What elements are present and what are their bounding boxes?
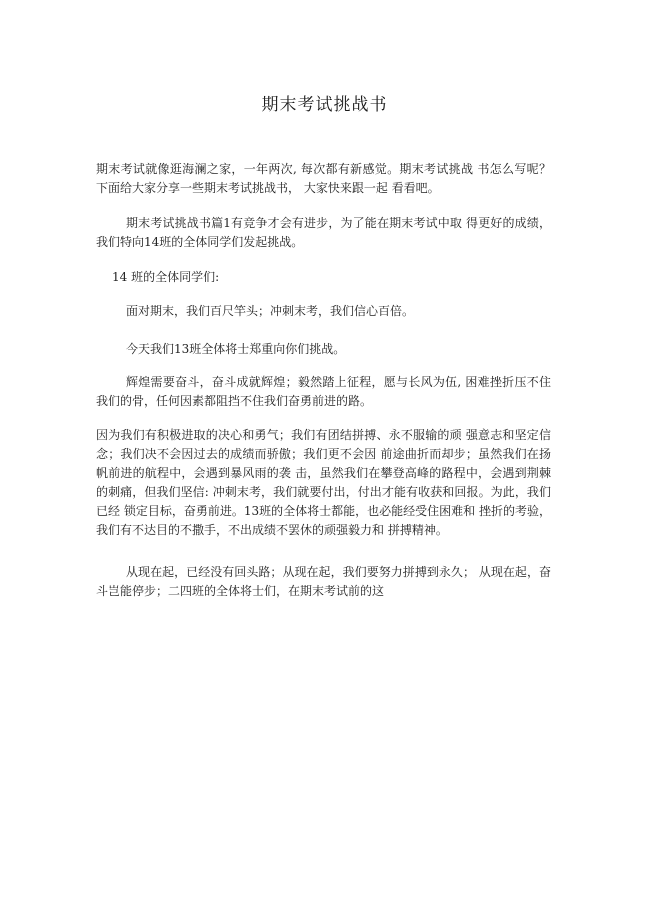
- paragraph-challenge-intro: 期末考试挑战书篇1有竞争才会有进步，为了能在期末考试中取 得更好的成绩，我们特向14班的全体同学们发起挑战。: [96, 216, 551, 249]
- paragraph-glory: 辉煌需要奋斗，奋斗成就辉煌；毅然踏上征程，愿与长风为伍, 困难挫折压不住我们的骨，任何因素都阻挡不住我们奋勇前进的路。: [96, 375, 551, 408]
- paragraph-intro: 期末考试就像逛海澜之家，一年两次, 每次都有新感觉。期末考试挑战 书怎么写呢？下面给大家分享一些期末考试挑战书， 大家快来跟一起 看看吧。: [96, 162, 551, 195]
- paragraph-from-now-on: 从现在起，已经没有回头路；从现在起，我们要努力拼搏到永久； 从现在起，奋斗岂能停步；二四班的全体将士们，在期末考试前的这: [96, 565, 551, 598]
- paragraph-confidence: 面对期末，我们百尺竿头；冲刺末考，我们信心百倍。: [126, 304, 415, 318]
- paragraph-challenge-declaration: 今天我们13班全体将士郑重向你们挑战。: [126, 342, 346, 356]
- document-title: 期末考试挑战书: [261, 95, 388, 115]
- paragraph-salutation: 14 班的全体同学们:: [112, 270, 220, 284]
- paragraph-reasons: 因为我们有积极进取的决心和勇气；我们有团结拼搏、永不服输的顽 强意志和坚定信念；我们决不会因过去的成绩而骄傲；我们更不会因 前途曲折而却步；虽然我们在扬帆前进的航程中，会遇到暴风雨的袭 击，虽然我们在攀登高峰的路程中，会遇到荆棘的刺痛，但我们坚信: 冲刺末考，我们就要付出，付出才能有收获和回报。为此，我们已经 锁定目标，奋勇前进。13班的全体将士都能，也必能经受住困难和 挫折的考验，我们有不达目的不撒手，不出成绩不罢休的顽强毅力和 拼搏精神。: [96, 428, 551, 537]
